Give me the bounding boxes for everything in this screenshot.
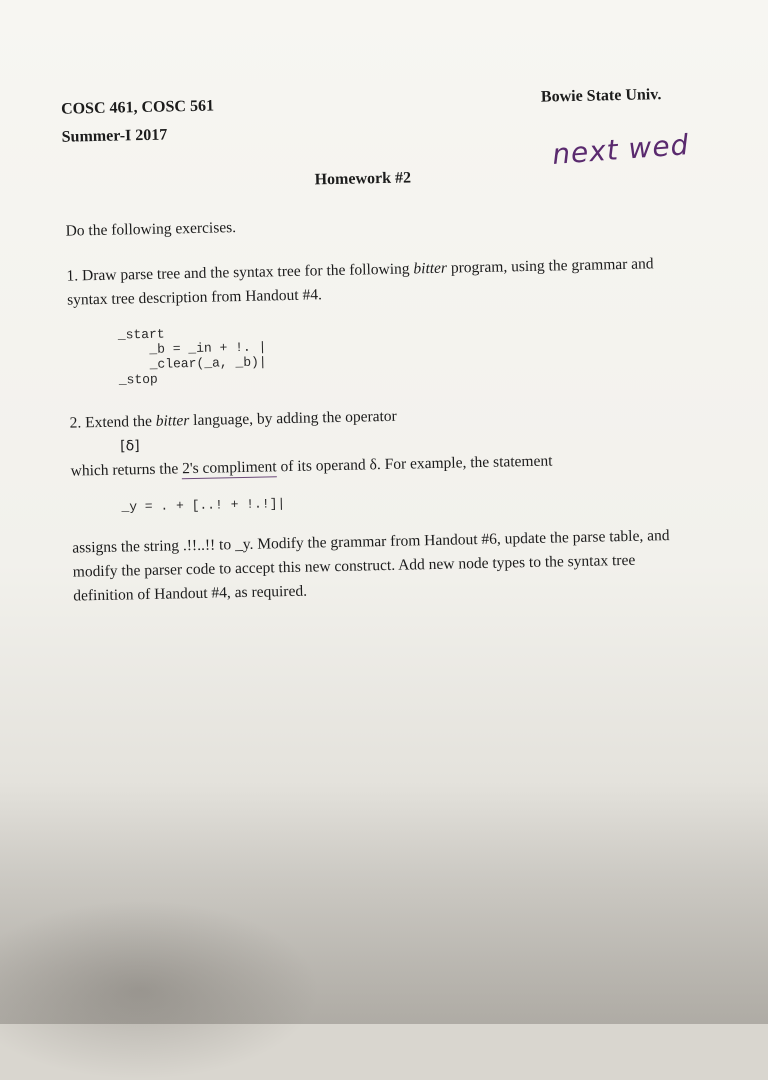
exercise-2-line-3 [70, 453, 552, 481]
institution-name: Bowie State Univ. [540, 86, 662, 106]
code-line: _stop [118, 371, 158, 388]
code-line: _b = _in + !. | [117, 339, 267, 358]
exercise-2-text-before: Extend the [84, 412, 153, 432]
delta-operator: [δ] [120, 438, 140, 455]
exercise-2-paragraph: assigns the string .!!..!! to _y. Modify the grammar from Handout #6, update the parse table, and modify the parser code to accept this new construct. Add new node types to the syntax tree definition of Handout #4, as required. [72, 527, 670, 605]
exercise-1-code-block [118, 324, 267, 387]
exercise-2-line-1 [69, 408, 396, 433]
intro-text: Do the following exercises. [65, 219, 237, 240]
line3-before: which returns the [70, 460, 179, 480]
homework-title: Homework #2 [314, 169, 412, 189]
handwritten-note: next wed [551, 128, 691, 171]
line3-underlined: 2's compliment [181, 458, 277, 478]
line3-after: of its operand δ. For example, the statement [280, 452, 553, 476]
exercise-1-text-after: program, using the grammar and syntax tree description from Handout #4. [66, 255, 654, 309]
code-line: _clear(_a, _b)| [118, 354, 267, 373]
code-line: _start [117, 326, 165, 343]
exercise-1-text-before: Draw parse tree and the syntax tree for the following [81, 260, 410, 285]
exercise-1-lang: bitter [413, 259, 448, 278]
exercise-2-number: 2. [69, 414, 82, 432]
exercise-1-number: 1. [66, 267, 79, 285]
exercise-2-lang: bitter [155, 412, 190, 430]
term-label: Summer-I 2017 [61, 126, 168, 146]
course-codes: COSC 461, COSC 561 [60, 97, 215, 118]
exercise-1-text [66, 252, 679, 313]
exercise-2-text-after: language, by adding the operator [193, 407, 397, 430]
exercise-2-code: _y = . + [..! + !.!]| [121, 496, 286, 515]
